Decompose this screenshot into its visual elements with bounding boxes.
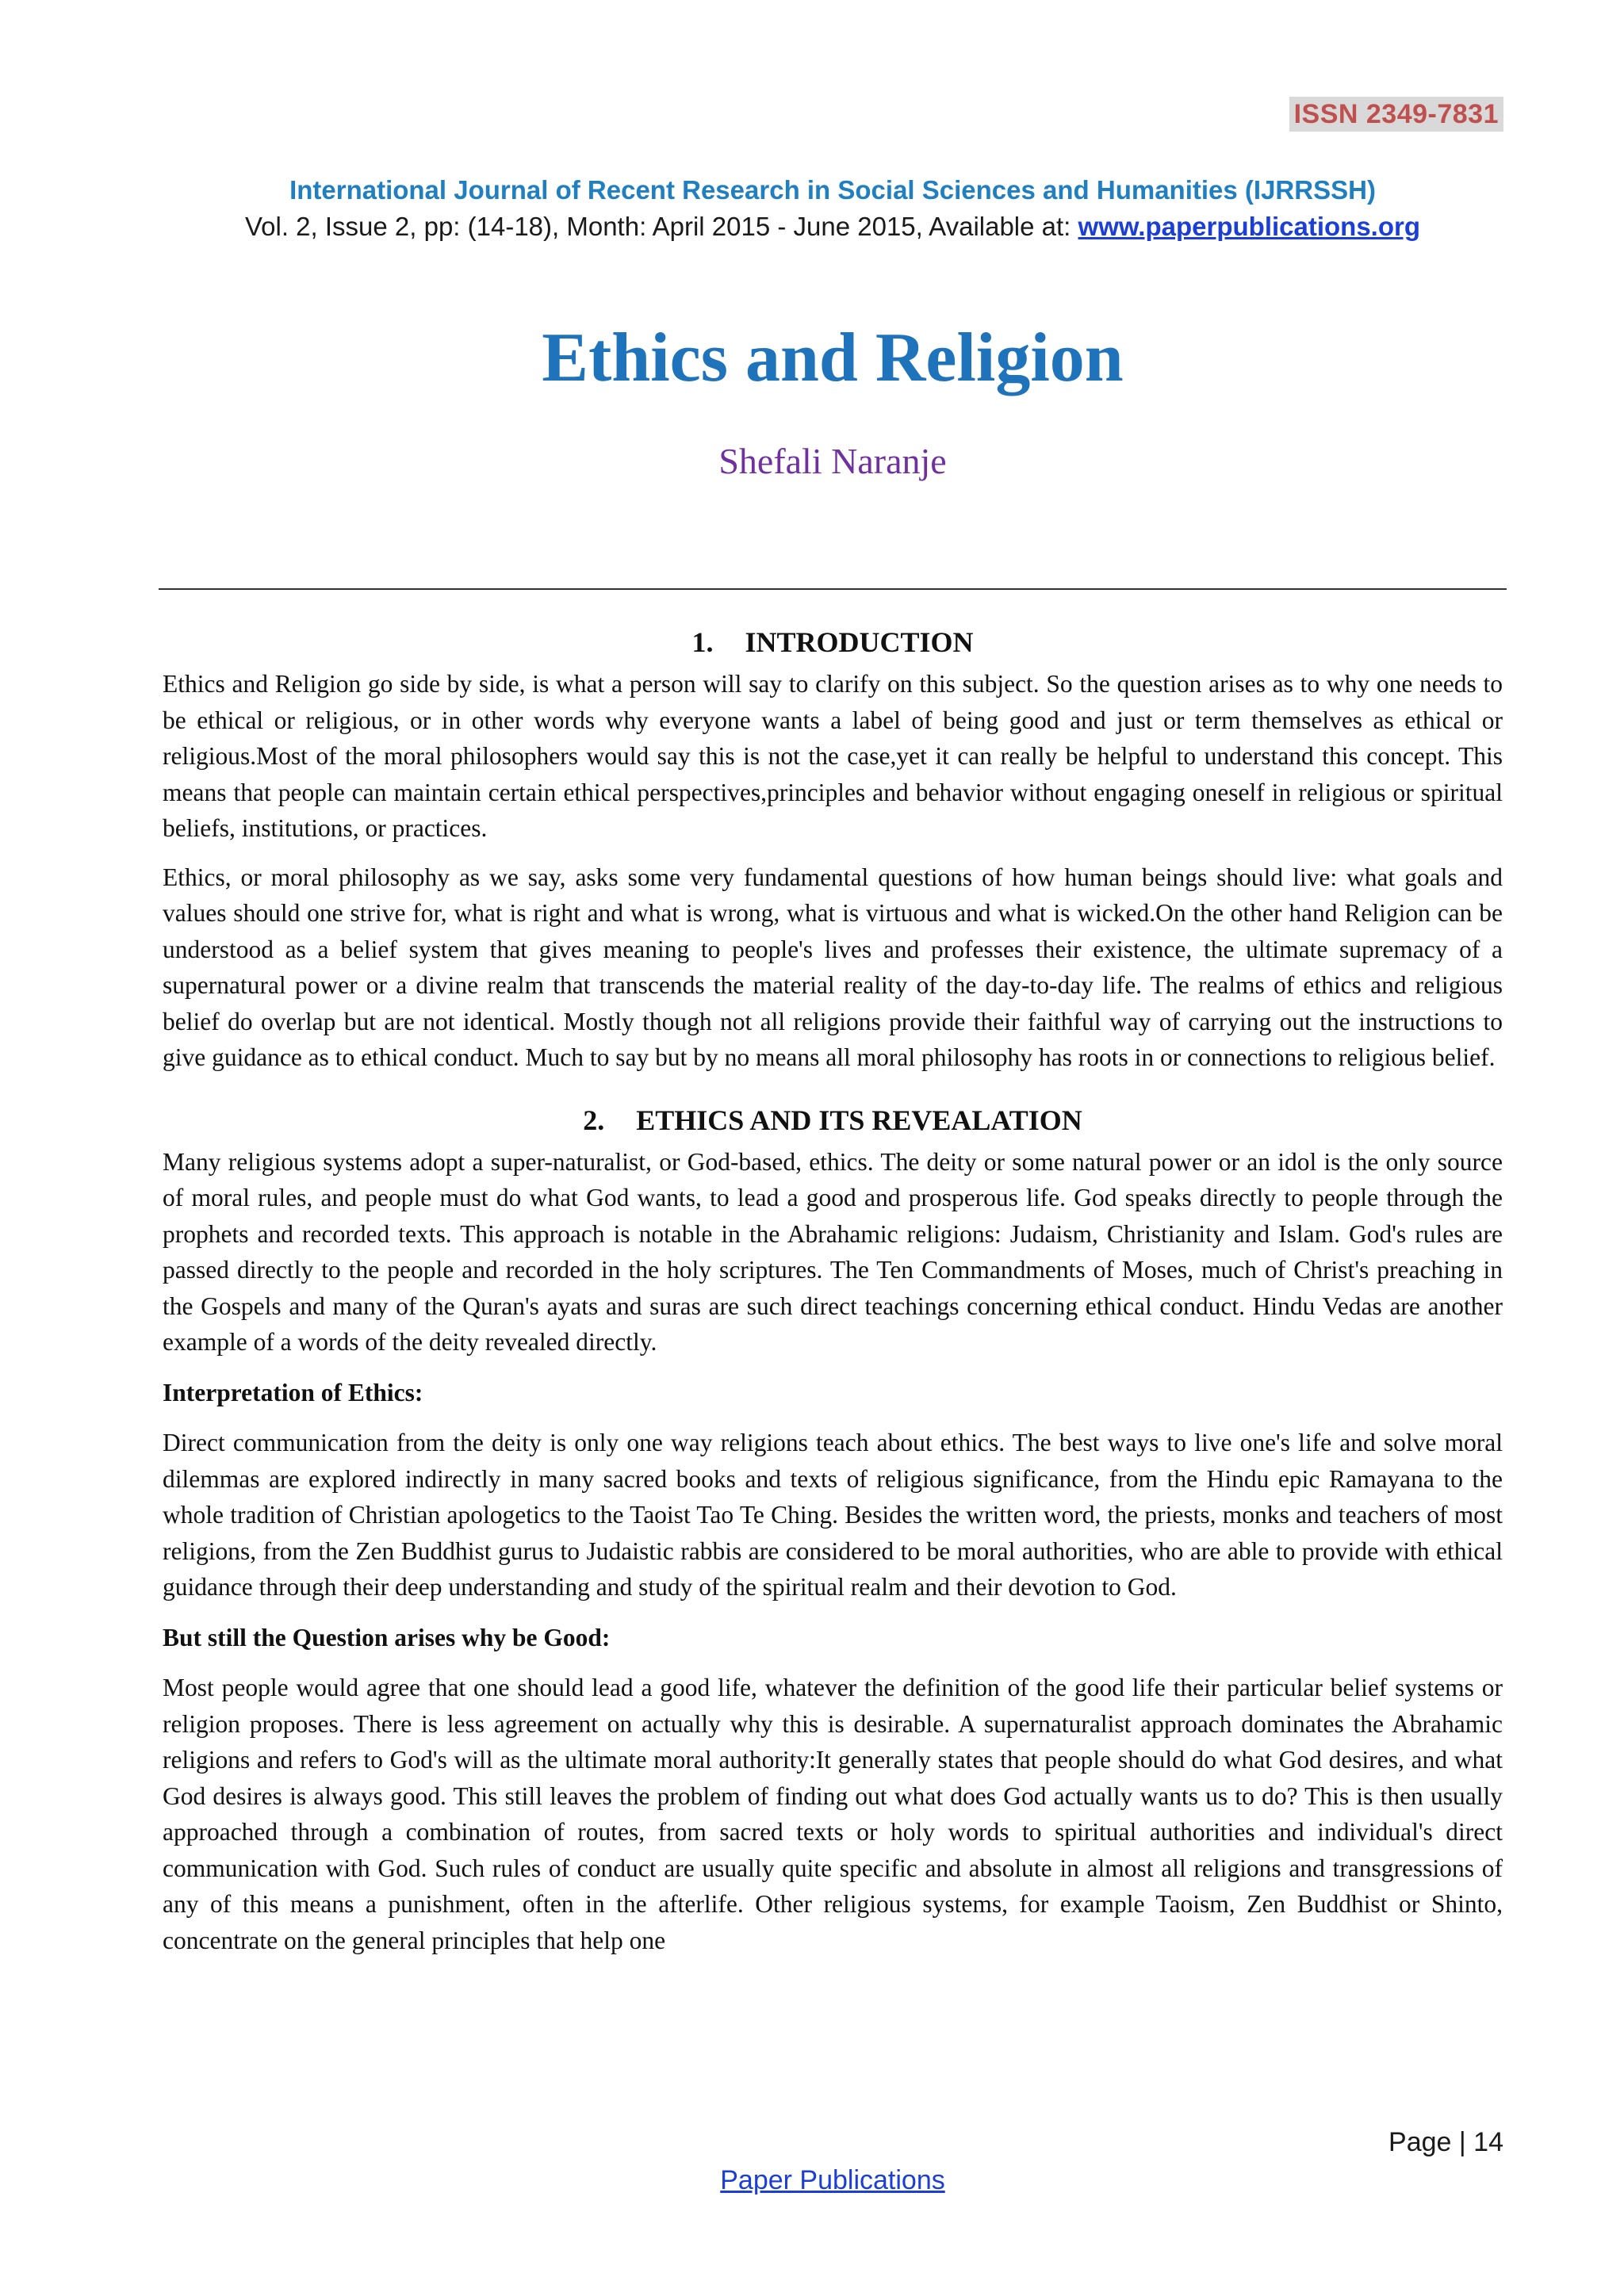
journal-name: International Journal of Recent Research in Social Sciences and Humanities (IJRRSSH) [289,175,1376,205]
subheading-interpretation: Interpretation of Ethics: [163,1378,423,1406]
journal-website-link[interactable]: www.paperpublications.org [1078,212,1421,241]
section-title: ETHICS AND ITS REVEALATION [636,1104,1082,1136]
publisher-link[interactable]: Paper Publications [720,2165,945,2195]
section-heading-introduction [163,618,1503,666]
page-number: Page | 14 [1388,2127,1503,2157]
volume-info [0,209,1624,244]
section-number: 1. [691,626,714,658]
article-body [163,618,1503,1958]
paragraph: Many religious systems adopt a super-naturalist, or God-based, ethics. The deity or some natural power or an idol is the only source of moral rules, and people must do what God wants, to lead a good and prosperous life. God speaks directly to people through the prophets and recorded texts. This approach is notable in the Abrahamic religions: Judaism, Christianity and Islam. God's rules are passed directly to the people and recorded in the holy scriptures. The Ten Commandments of Moses, much of Christ's preaching in the Gospels and many of the Quran's ayats and suras are such direct teachings concerning ethical conduct. Hindu Vedas are another example of a words of the deity revealed directly. [163,1147,1503,1356]
volume-text: Vol. 2, Issue 2, pp: (14-18), Month: April 2015 - June 2015, Available at: [244,212,1078,241]
paragraph: Most people would agree that one should lead a good life, whatever the definition of the good life their particular belief systems or religion proposes. There is less agreement on actually why this is desirable. A supernaturalist approach dominates the Abrahamic religions and refers to God's will as the ultimate moral authority:It generally states that people should do what God desires, and what God desires is always good. This still leaves the problem of finding out what does God actually wants us to do? This is then usually approached through a combination of routes, from sacred texts or holy words to spiritual authorities and individual's direct communication with God. Such rules of conduct are usually quite specific and absolute in almost all religions and transgressions of any of this means a punishment, often in the afterlife. Other religious systems, for example Taoism, Zen Buddhist or Shinto, concentrate on the general principles that help one [163,1674,1503,1954]
section-title: INTRODUCTION [745,626,974,658]
paragraph: Ethics and Religion go side by side, is what a person will say to clarify on this subject. So the question arises as to why one needs to be ethical or religious, or in other words why everyone wants a label of being good and just or term themselves as ethical or religious.Most of the moral philosophers would say this is not the case,yet it can really be helpful to understand this concept. This means that people can maintain certain ethical perspectives,principles and behavior without engaging oneself in religious or spiritual beliefs, institutions, or practices. [163,670,1503,842]
subheading-why-be-good: But still the Question arises why be Good: [163,1623,611,1651]
header-divider [159,588,1507,590]
section-heading-revelation [163,1096,1503,1144]
article-title: Ethics and Religion [542,320,1124,396]
paragraph: Ethics, or moral philosophy as we say, asks some very fundamental questions of how human beings should live: what goals and values should one strive for, what is right and what is wrong, what is virtuous and what is wicked.On the other hand Religion can be understood as a belief system that gives meaning to people's lives and professes their existence, the ultimate supremacy of a supernatural power or a divine realm that transcends the material reality of the day-to-day life. The realms of ethics and religious belief do overlap but are not identical. Mostly though not all religions provide their faithful way of carrying out the instructions to give guidance as to ethical conduct. Much to say but by no means all moral philosophy has roots in or connections to religious belief. [163,863,1503,1071]
issn-badge: ISSN 2349-7831 [1289,97,1503,132]
article-author: Shefali Naranje [718,441,947,481]
paragraph: Direct communication from the deity is only one way religions teach about ethics. The best ways to live one's life and solve moral dilemmas are explored indirectly in many sacred books and texts of religious significance, from the Hindu epic Ramayana to the whole tradition of Christian apologetics to the Taoist Tao Te Ching. Besides the written word, the priests, monks and teachers of most religions, from the Zen Buddhist gurus to Judaistic rabbis are considered to be moral authorities, who are able to provide with ethical guidance through their deep understanding and study of the spiritual realm and their devotion to God. [163,1429,1503,1601]
section-number: 2. [583,1104,605,1136]
